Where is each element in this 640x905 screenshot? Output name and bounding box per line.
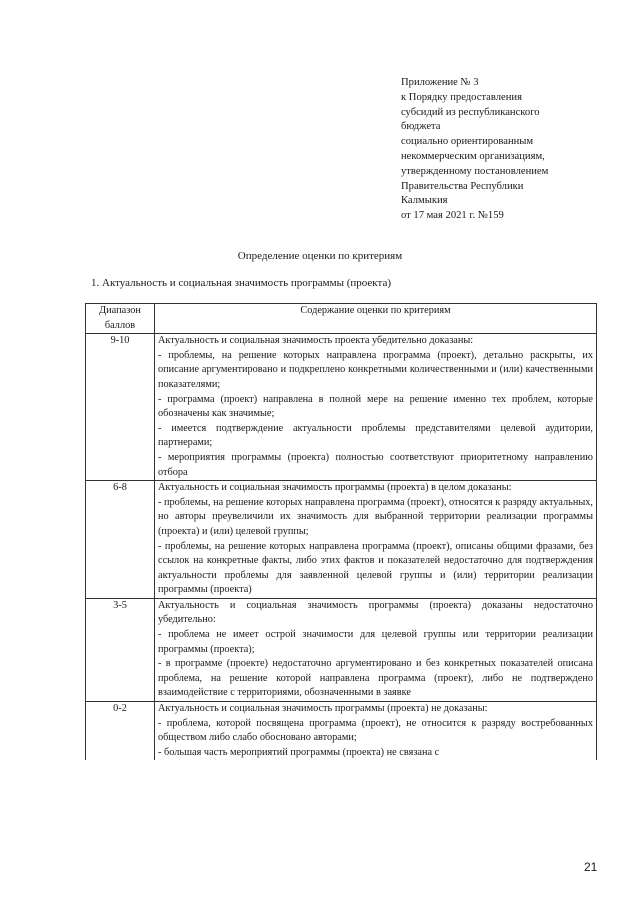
content-line: Актуальность и социальная значимость проекта убедительно доказаны: — [158, 335, 474, 347]
content-line: - проблемы, на решение которых направлена программа (проект), детально раскрыты, их описание аргументировано и подкреплено конкретными количественными и (или) качественными показателями; — [158, 349, 593, 390]
header-content: Содержание оценки по критериям — [155, 304, 597, 334]
appendix-line: от 17 мая 2021 г. №159 — [401, 210, 504, 222]
appendix-block — [401, 76, 601, 224]
content-line: - программа (проект) направлена в полной мере на решение именно тех проблем, которые обозначены как значимые; — [158, 393, 593, 420]
appendix-line: бюджета — [401, 121, 441, 133]
content-line: Актуальность и социальная значимость программы (проекта) доказаны недостаточно убедительно: — [158, 599, 593, 626]
appendix-line: Правительства Республики — [401, 180, 524, 192]
appendix-line: утвержденному постановлением — [401, 165, 549, 177]
content-line: - проблема не имеет острой значимости для целевой группы или территории реализации программы (проекта); — [158, 629, 593, 655]
score-cell: 6-8 — [86, 481, 155, 599]
header-score-range: Диапазон баллов — [86, 304, 155, 334]
appendix-line: Калмыкия — [401, 195, 448, 207]
content-line: - в программе (проекте) недостаточно аргументировано и без конкретных показателей описана проблема, на решение которой направлена программа (проект), либо не подтверждено взаимодействие с территориями, обозначенными в заявке — [158, 658, 593, 699]
table-row — [86, 702, 597, 761]
content-line: Актуальность и социальная значимость программы (проекта) в целом доказаны: — [158, 482, 512, 494]
appendix-line: некоммерческим организациям, — [401, 150, 545, 162]
score-cell: 9-10 — [86, 334, 155, 481]
appendix-line: субсидий из республиканского — [401, 106, 540, 118]
content-cell — [155, 481, 597, 599]
appendix-line: к Порядку предоставления — [401, 91, 522, 103]
appendix-line: Приложение № 3 — [401, 77, 479, 88]
page-number: 21 — [584, 860, 598, 874]
document-title: Определение оценки по критериям — [237, 250, 403, 262]
content-line: - мероприятия программы (проекта) полностью соответствуют приоритетному направлению отбора — [158, 451, 593, 478]
table-header-row — [86, 304, 597, 334]
content-line: - большая часть мероприятий программы (проекта) не связана с — [158, 746, 440, 758]
table-row — [86, 481, 597, 599]
content-line: Актуальность и социальная значимость программы (проекта) не доказаны: — [158, 703, 488, 715]
appendix-line: социально ориентированным — [401, 136, 534, 148]
criteria-table — [85, 303, 597, 760]
table-row — [86, 598, 597, 701]
content-line: - проблемы, на решение которых направлена программа (проект), относятся к разряду актуальных, но авторы преувеличили их значимость для выбранной территории реализации программы (проекта) и (или) целевой группы; — [158, 496, 593, 537]
content-line: - проблемы, на решение которых направлена программа (проект), описаны общими фразами, без ссылок на конкретные факты, либо этих фактов и показателей недостаточно для подтверждения актуальности проблемы для заявленной целевой группы и (или) территории реализации программы (проекта) — [158, 540, 593, 596]
content-line: - проблема, которой посвящена программа (проект), не относится к разряду востребованных обществом либо слабо обосновано авторами; — [158, 717, 593, 744]
content-cell — [155, 598, 597, 701]
score-cell: 3-5 — [86, 598, 155, 701]
score-cell: 0-2 — [86, 702, 155, 761]
content-line: - имеется подтверждение актуальности проблемы представителями целевой аудитории, партнерами; — [158, 422, 593, 449]
content-cell — [155, 334, 597, 481]
section-title: 1. Актуальность и социальная значимость программы (проекта) — [91, 277, 391, 289]
content-cell — [155, 702, 597, 761]
table-row — [86, 334, 597, 481]
